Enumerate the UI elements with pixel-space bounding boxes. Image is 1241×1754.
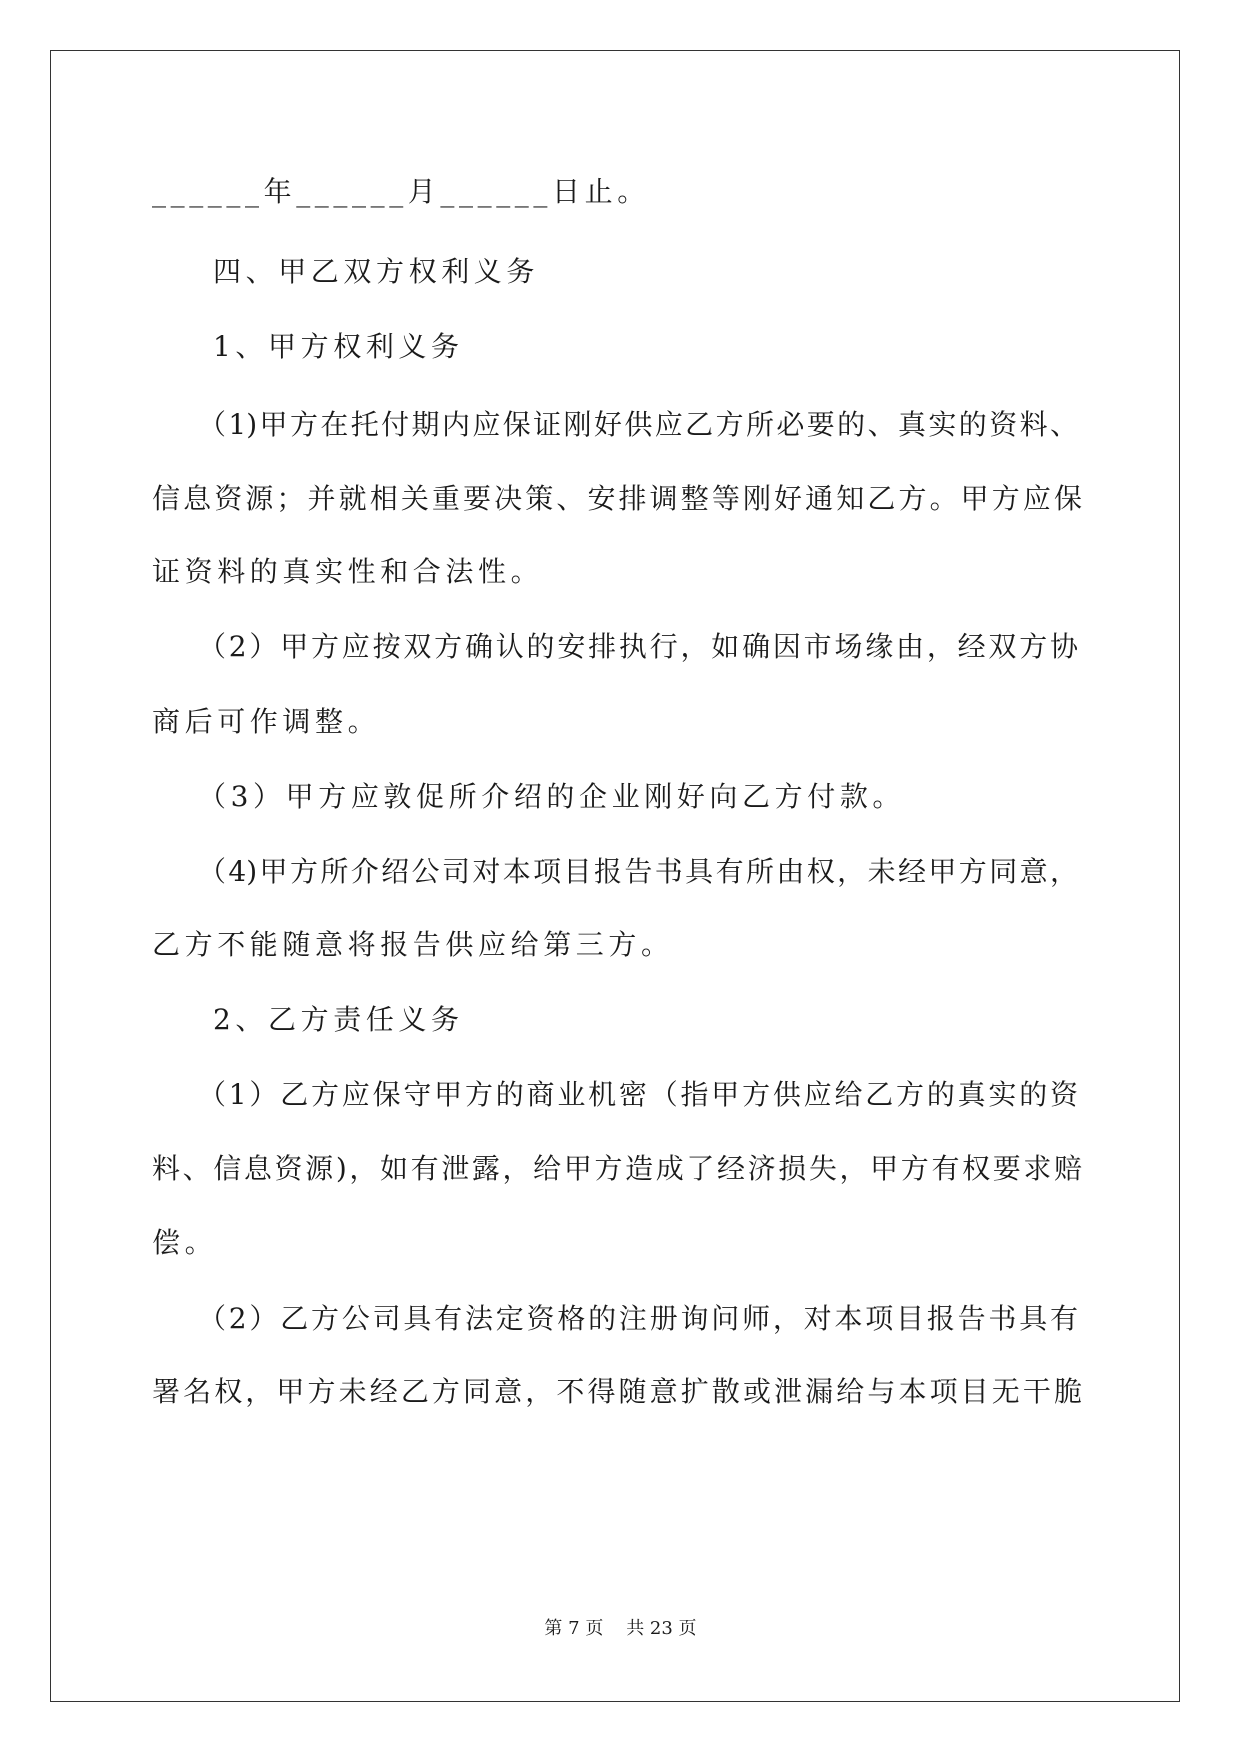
paragraph-line: 信息资源；并就相关重要决策、安排调整等刚好通知乙方。甲方应保 bbox=[152, 482, 1082, 515]
paragraph-line: （2）甲方应按双方确认的安排执行，如确因市场缘由，经双方协 bbox=[198, 630, 1078, 663]
paragraph-line: 证资料的真实性和合法性。 bbox=[152, 555, 544, 588]
paragraph-line: 署名权，甲方未经乙方同意，不得随意扩散或泄漏给与本项目无干脆 bbox=[152, 1375, 1082, 1408]
paragraph-line: 偿。 bbox=[152, 1226, 218, 1259]
page-number-footer bbox=[0, 1618, 1241, 1640]
subsection-heading-party-a: 1、甲方权利义务 bbox=[213, 330, 464, 363]
page-number-label: 第 7 页 共 23 页 bbox=[544, 1618, 697, 1639]
paragraph-line: 乙方不能随意将报告供应给第三方。 bbox=[152, 928, 674, 961]
paragraph-line: 料、信息资源)，如有泄露，给甲方造成了经济损失，甲方有权要求赔 bbox=[152, 1152, 1082, 1185]
paragraph-line: 商后可作调整。 bbox=[152, 705, 381, 738]
section-heading-rights: 四、甲乙双方权利义务 bbox=[213, 255, 540, 288]
paragraph-line: （1）乙方应保守甲方的商业机密（指甲方供应给乙方的真实的资 bbox=[198, 1078, 1078, 1111]
subsection-heading-party-b: 2、乙方责任义务 bbox=[213, 1003, 464, 1036]
paragraph-line: （1)甲方在托付期内应保证刚好供应乙方所必要的、真实的资料、 bbox=[198, 408, 1078, 441]
paragraph-line: （2）乙方公司具有法定资格的注册询问师，对本项目报告书具有 bbox=[198, 1302, 1078, 1335]
paragraph-line: （4)甲方所介绍公司对本项目报告书具有所由权，未经甲方同意， bbox=[198, 855, 1078, 888]
paragraph-line: （3）甲方应敦促所介绍的企业刚好向乙方付款。 bbox=[198, 780, 906, 813]
date-blank-line: ______年______月______日止。 bbox=[152, 175, 650, 208]
